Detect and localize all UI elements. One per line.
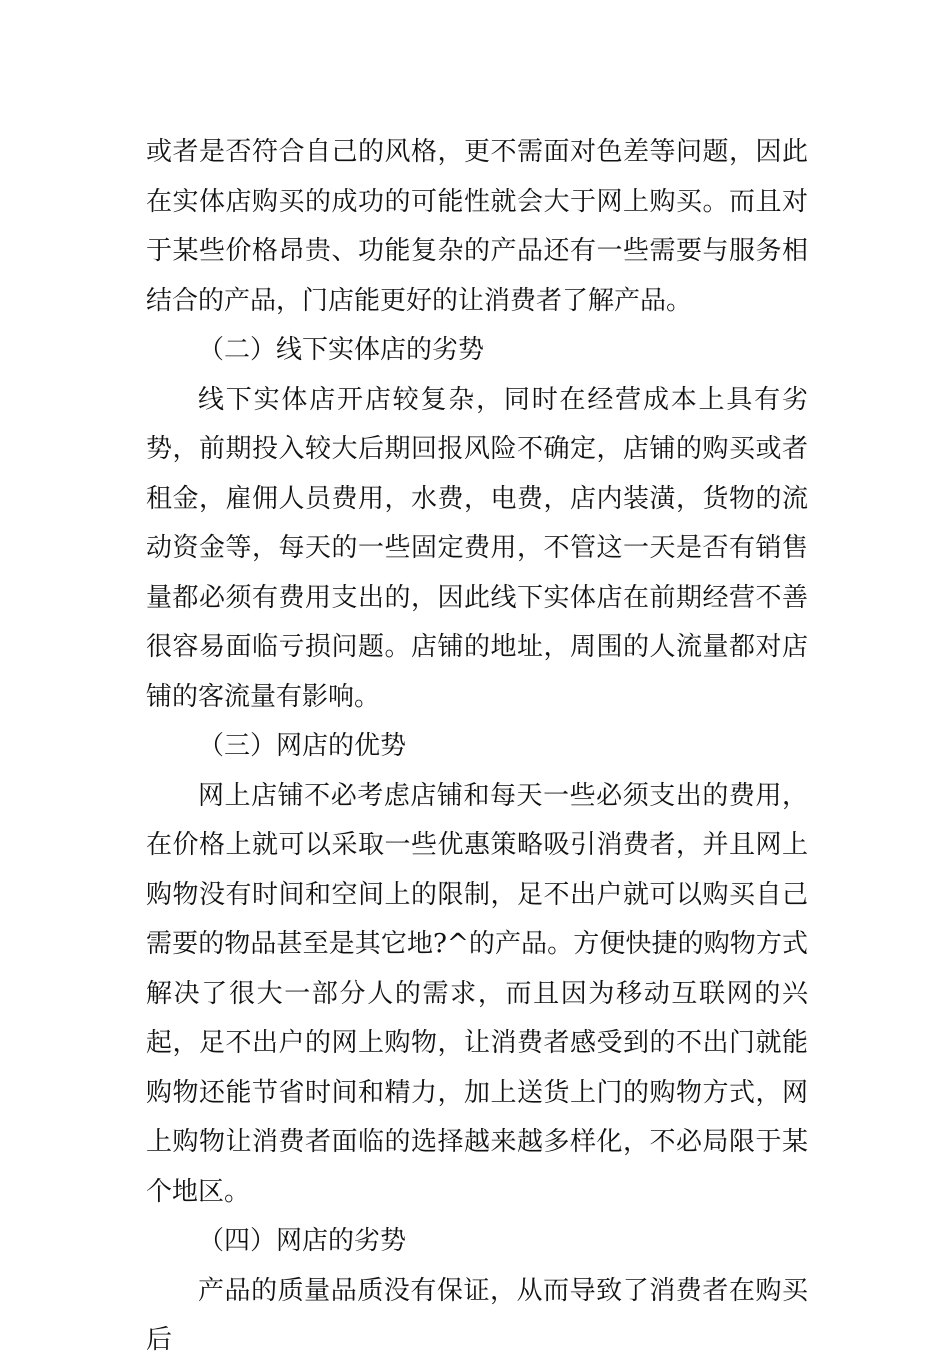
- section-heading-weaknesses-offline: （二）线下实体店的劣势: [198, 335, 485, 365]
- paragraph-online-strengths: 网上店铺不必考虑店铺和每天一些必须支出的费用，在价格上就可以采取一些优惠策略吸引消费者，并且网上购物没有时间和空间上的限制，足不出户就可以购买自己需要的物品甚至是其它地?^的产品。方便快捷的购物方式解决了很大一部分人的需求，而且因为移动互联网的兴起，足不出户的网上购物，让消费者感受到的不出门就能购物还能节省时间和精力，加上送货上门的购物方式，网上购物让消费者面临的选择越来越多样化，不必局限于某个地区。: [146, 780, 808, 1207]
- paragraph-continuation: 或者是否符合自己的风格，更不需面对色差等问题，因此在实体店购买的成功的可能性就会大于网上购买。而且对于某些价格昂贵、功能复杂的产品还有一些需要与服务相结合的产品，门店能更好的让消费者了解产品。: [146, 137, 808, 316]
- paragraph-offline-weaknesses: 线下实体店开店较复杂，同时在经营成本上具有劣势，前期投入较大后期回报风险不确定，店铺的购买或者租金，雇佣人员费用，水费，电费，店内装潢，货物的流动资金等，每天的一些固定费用，不管这一天是否有销售量都必须有费用支出的，因此线下实体店在前期经营不善很容易面临亏损问题。店铺的地址，周围的人流量都对店铺的客流量有影响。: [146, 384, 808, 712]
- section-heading-weaknesses-online: （四）网店的劣势: [198, 1226, 407, 1256]
- document-body: [146, 128, 808, 1366]
- paragraph-online-weaknesses: 产品的质量品质没有保证，从而导致了消费者在购买后: [146, 1275, 808, 1355]
- section-heading-strengths-online: （三）网店的优势: [198, 731, 407, 761]
